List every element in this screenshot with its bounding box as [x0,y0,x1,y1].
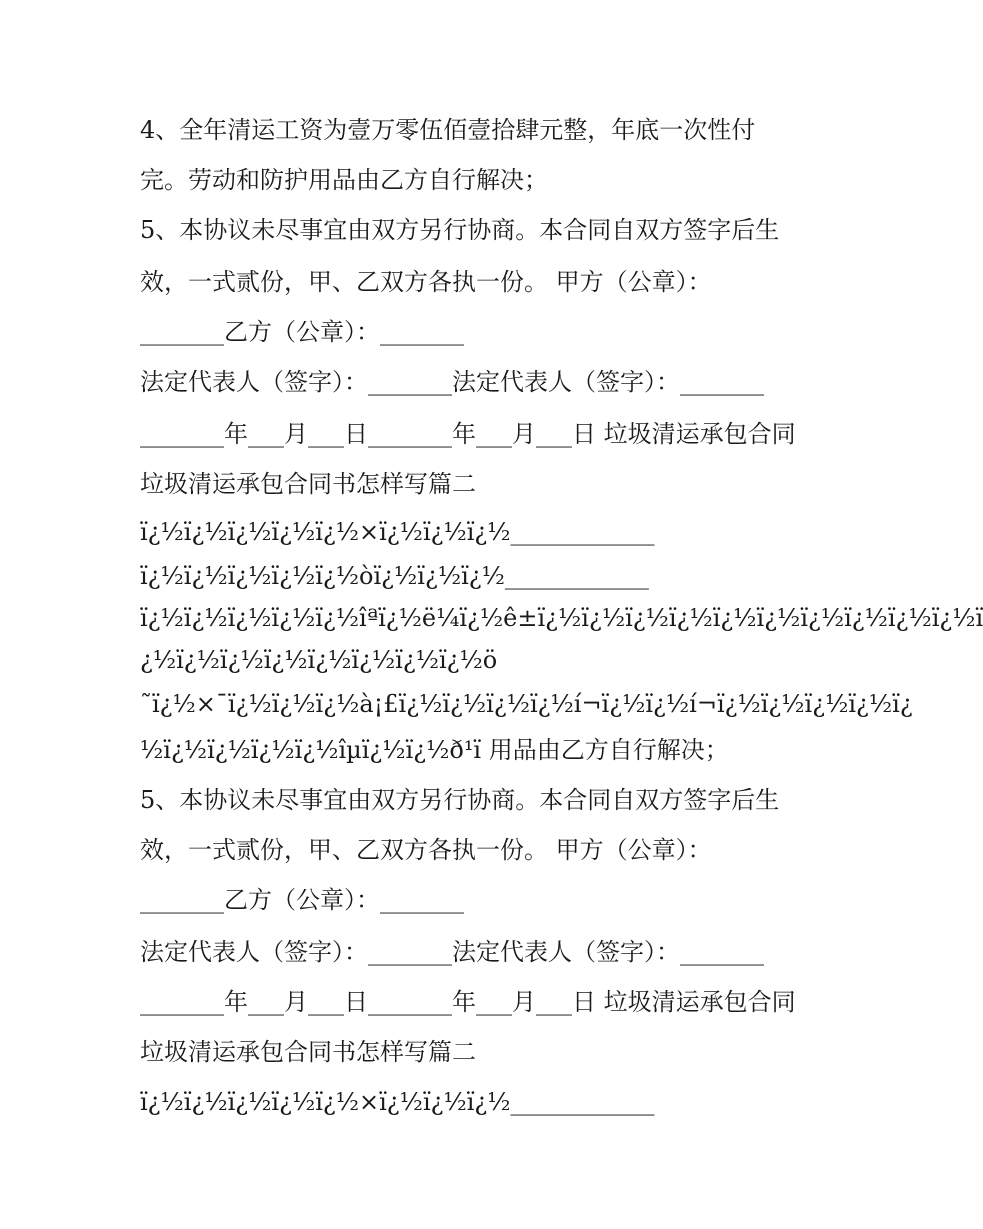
section-heading-2: 垃圾清运承包合同书怎样写篇二 [140,1038,476,1066]
garbled-line-1: ï¿½ï¿½ï¿½ï¿½ï¿½×ï¿½ï¿½ï¿½____________ [140,518,655,546]
paragraph-line-3: 5、本协议未尽事宜由双方另行协商。本合同自双方签字后生 [140,216,780,244]
date-line: _______年___月___日_______年___月___日 垃圾清运承包合同 [140,420,796,448]
garbled-line-7: ï¿½ï¿½ï¿½ï¿½ï¿½×ï¿½ï¿½ï¿½____________ [140,1088,655,1116]
garbled-line-6: ½ï¿½ï¿½ï¿½ï¿½îµï¿½ï¿½ð¹ï 用品由乙方自行解决； [140,736,729,764]
signature-line-representatives: 法定代表人（签字）：_______法定代表人（签字）：_______ [140,368,764,396]
signature-line-party-seals: _______乙方（公章）：_______ [140,318,464,346]
paragraph-line-6: 效，一式贰份，甲、乙双方各执一份。 甲方（公章）： [140,836,712,864]
garbled-line-3: ï¿½ï¿½ï¿½ï¿½ï¿½îªï¿½ë¼ï¿½ê±ï¿½ï¿½ï¿½ï¿½ï¿½ï¿½ï¿½ï¿½ï¿½ï¿½ï [140,604,983,632]
section-heading: 垃圾清运承包合同书怎样写篇二 [140,470,476,498]
paragraph-line-5: 5、本协议未尽事宜由双方另行协商。本合同自双方签字后生 [140,786,780,814]
garbled-line-4: ¿½ï¿½ï¿½ï¿½ï¿½ï¿½ï¿½ï¿½ö [140,646,498,674]
signature-line-party-seals-2: _______乙方（公章）：_______ [140,886,464,914]
date-line-2: _______年___月___日_______年___月___日 垃圾清运承包合同 [140,988,796,1016]
garbled-line-2: ï¿½ï¿½ï¿½ï¿½ï¿½òï¿½ï¿½ï¿½____________ [140,562,649,590]
paragraph-line-2: 完。劳动和防护用品由乙方自行解决； [140,166,548,194]
paragraph-line-4: 效，一式贰份，甲、乙双方各执一份。 甲方（公章）： [140,268,712,296]
paragraph-line-1: 4、全年清运工资为壹万零伍佰壹拾肆元整，年底一次性付 [140,116,756,144]
signature-line-representatives-2: 法定代表人（签字）：_______法定代表人（签字）：_______ [140,938,764,966]
garbled-line-5: ˜ï¿½×¯ï¿½ï¿½ï¿½à¡£ï¿½ï¿½ï¿½ï¿½í¬ï¿½ï¿½í¬ï¿½ï¿½ï¿½ï¿½ï¿ [140,690,913,718]
